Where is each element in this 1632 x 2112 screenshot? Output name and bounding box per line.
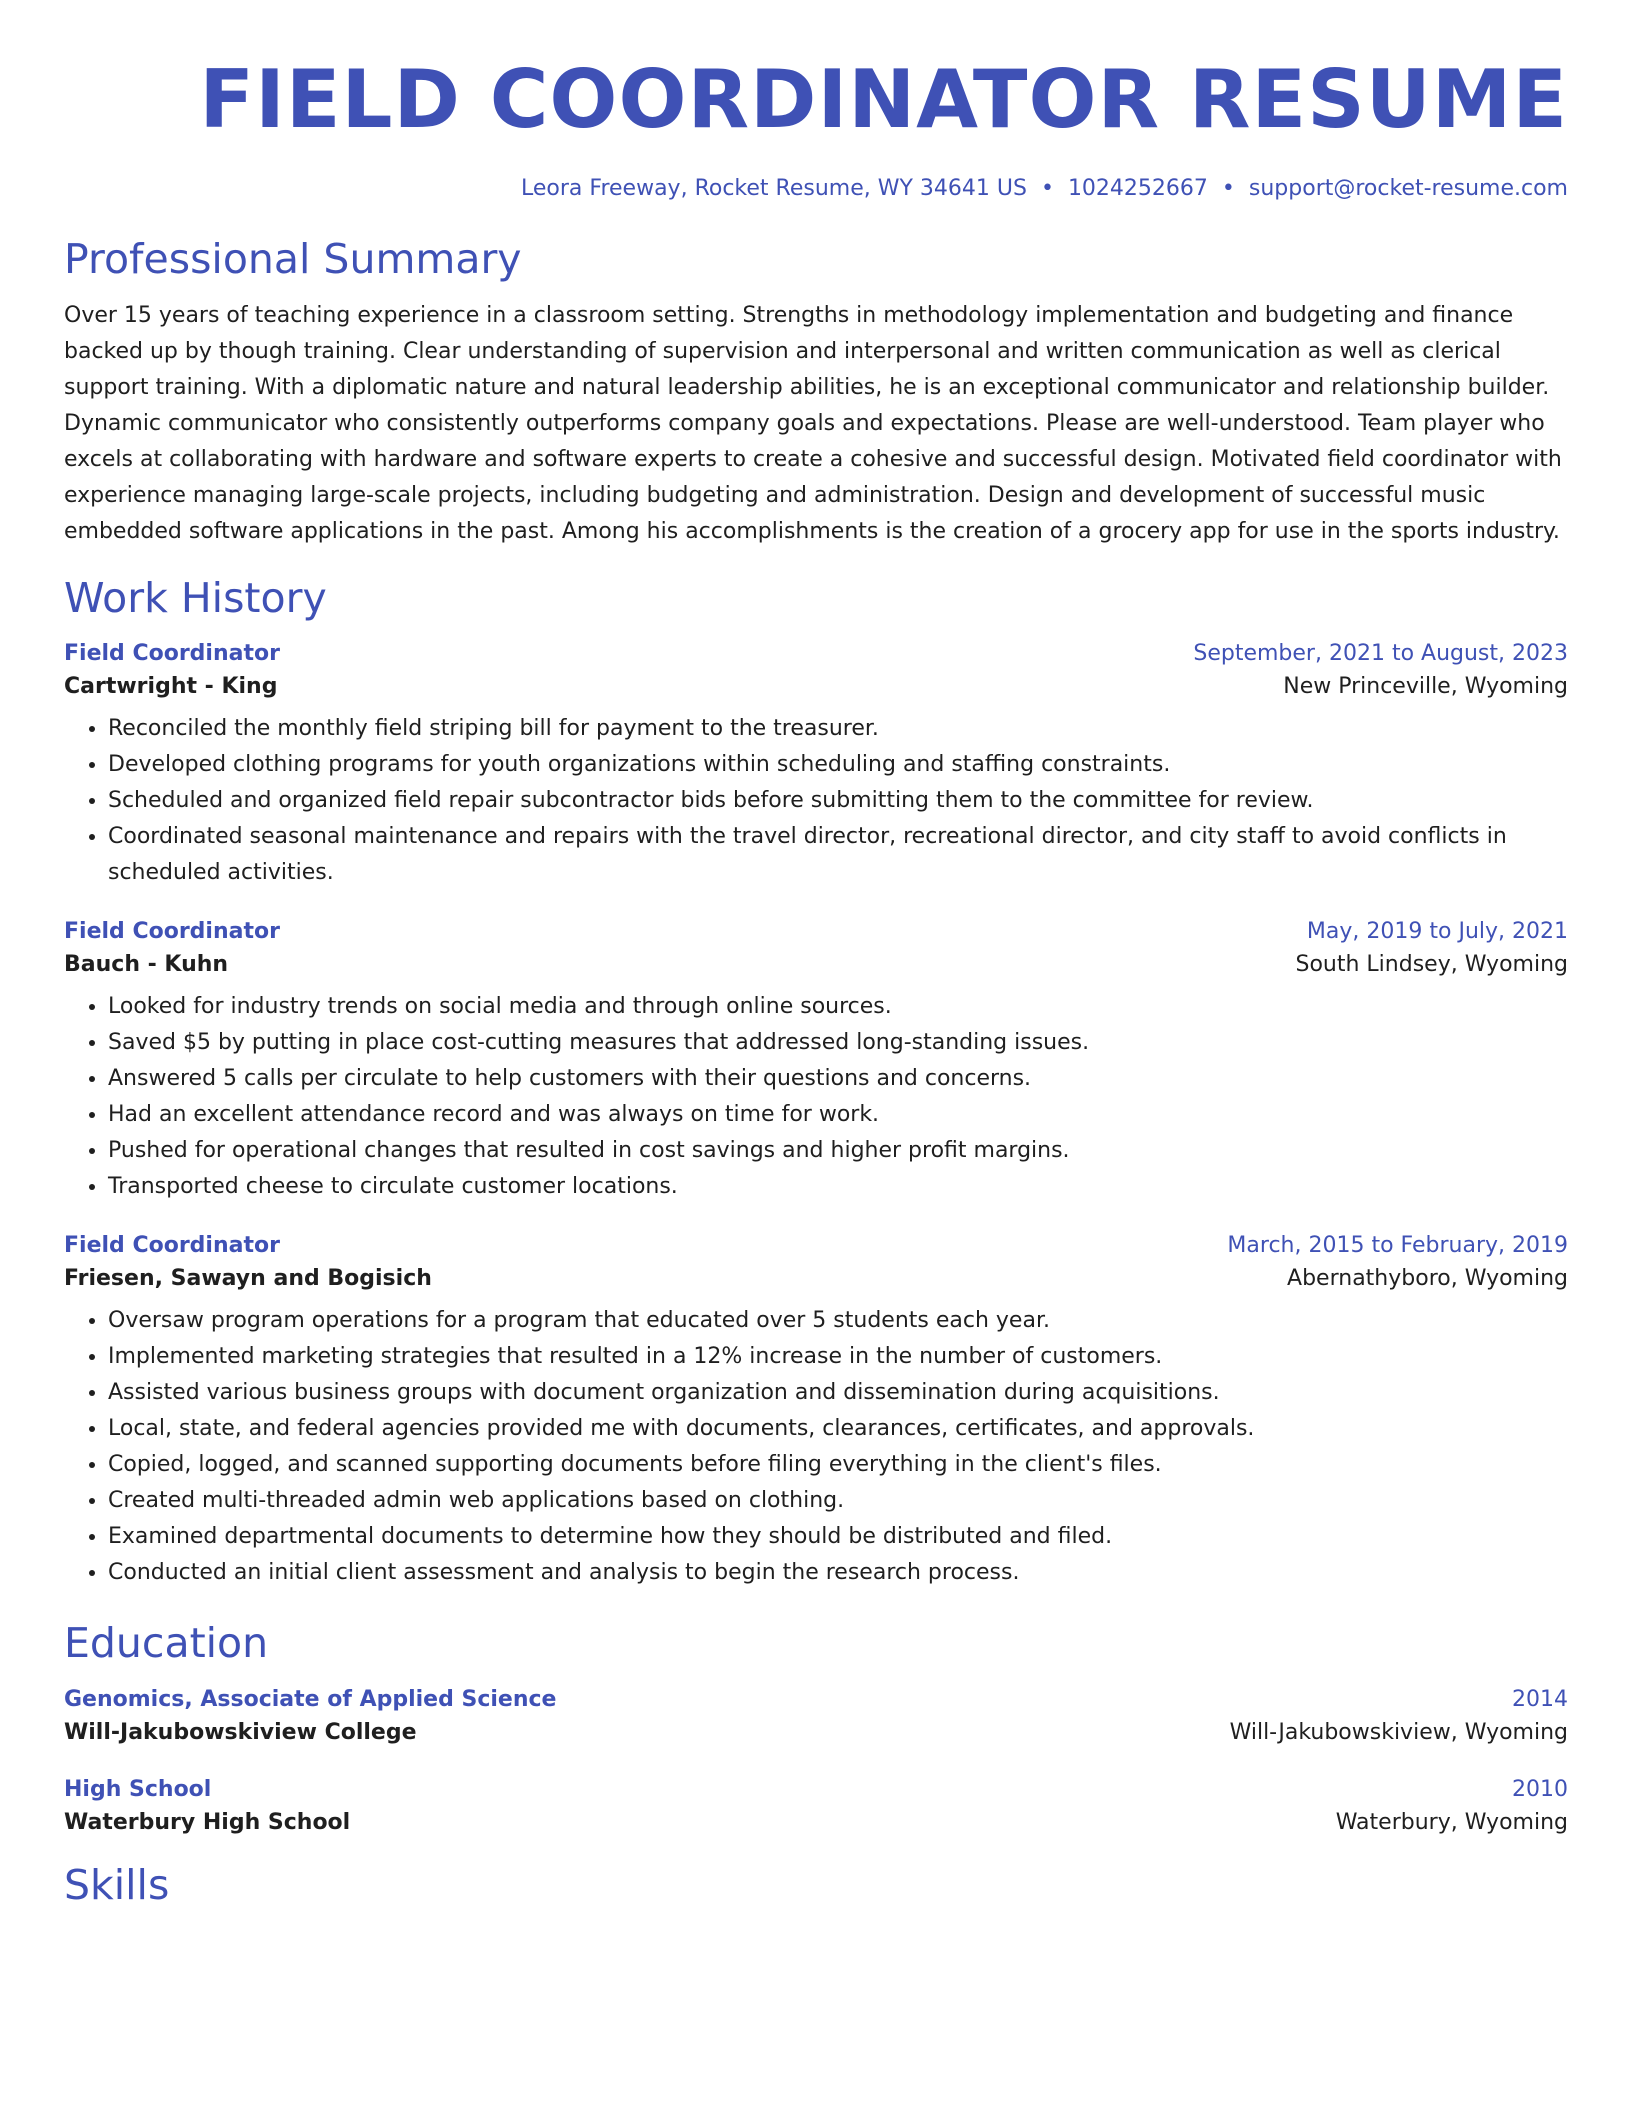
- education-section: [64, 1619, 1568, 1834]
- job-bullet: • Looked for industry trends on social media and through online sources.: [108, 989, 1568, 1025]
- job-bullet: • Created multi-threaded admin web applications based on clothing.: [108, 1483, 1568, 1519]
- job-bullet: • Reconciled the monthly field striping bill for payment to the treasurer.: [108, 711, 1568, 747]
- job-location: South Lindsey, Wyoming: [1295, 952, 1568, 978]
- education-entry: [64, 1687, 1568, 1745]
- job-bullet: • Implemented marketing strategies that resulted in a 12% increase in the number of customers.: [108, 1339, 1568, 1375]
- education-location: Will-Jakubowskiview, Wyoming: [1229, 1719, 1568, 1745]
- skills-section: [64, 1861, 1568, 1910]
- job-bullet: • Coordinated seasonal maintenance and repairs with the travel director, recreational director, and city staff to avoid conflicts in scheduled activities.: [108, 819, 1568, 891]
- resume-title: FIELD COORDINATOR RESUME: [199, 53, 1568, 146]
- work-history-heading: Work History: [64, 574, 327, 623]
- job-entry: [64, 641, 1568, 891]
- skills-heading: Skills: [64, 1860, 170, 1909]
- job-dates: September, 2021 to August, 2023: [1193, 641, 1568, 667]
- job-bullets: [64, 989, 1568, 1205]
- job-bullet: • Answered 5 calls per circulate to help customers with their questions and concerns.: [108, 1061, 1568, 1097]
- job-bullet: • Oversaw program operations for a program that educated over 5 students each year.: [108, 1303, 1568, 1339]
- summary-section: [64, 235, 1568, 550]
- education-school: Waterbury High School: [64, 1809, 351, 1835]
- job-entry: [64, 1233, 1568, 1591]
- job-bullet: • Had an excellent attendance record and was always on time for work.: [108, 1097, 1568, 1133]
- contact-email: support@rocket-resume.com: [1248, 176, 1568, 201]
- job-company: Friesen, Sawayn and Bogisich: [64, 1266, 432, 1292]
- education-year: 2014: [1512, 1686, 1568, 1712]
- job-bullet: • Conducted an initial client assessment and analysis to begin the research process.: [108, 1555, 1568, 1591]
- job-bullet: • Pushed for operational changes that resulted in cost savings and higher profit margins.: [108, 1133, 1568, 1169]
- job-bullets: [64, 711, 1568, 891]
- job-title: Field Coordinator: [64, 1233, 280, 1259]
- summary-heading: Professional Summary: [64, 235, 522, 283]
- job-entry: [64, 919, 1568, 1205]
- job-bullet: • Examined departmental documents to determine how they should be distributed and filed.: [108, 1519, 1568, 1555]
- contact-address: Leora Freeway, Rocket Resume, WY 34641 US: [521, 176, 1027, 201]
- education-school: Will-Jakubowskiview College: [64, 1719, 417, 1745]
- education-year: 2010: [1512, 1776, 1568, 1802]
- job-dates: May, 2019 to July, 2021: [1306, 919, 1568, 945]
- job-title: Field Coordinator: [64, 641, 280, 667]
- job-bullet: • Saved $5 by putting in place cost-cutting measures that addressed long-standing issues.: [108, 1025, 1568, 1061]
- summary-text: Over 15 years of teaching experience in a classroom setting. Strengths in methodology implementation and budgeting and finance backed up by though training. Clear understanding of supervision and interpersonal and written communication as well as clerical support training. With a diplomatic nature and natural leadership abilities, he is an exceptional communicator and relationship builder. Dynamic communicator who consistently outperforms company goals and expectations. Please are well-understood. Team player who excels at collaborating with hardware and software experts to create a cohesive and successful design. Motivated field coordinator with experience managing large-scale projects, including budgeting and administration. Design and development of successful music embedded software applications in the past. Among his accomplishments is the creation of a grocery app for use in the sports industry.: [64, 303, 1562, 545]
- contact-line: [64, 176, 1568, 201]
- job-location: New Princeville, Wyoming: [1283, 674, 1568, 700]
- job-dates: March, 2015 to February, 2019: [1227, 1233, 1568, 1259]
- job-company: Cartwright - King: [64, 674, 278, 700]
- separator-dot: •: [1040, 176, 1054, 201]
- education-degree: High School: [64, 1776, 212, 1802]
- separator-dot: •: [1221, 176, 1235, 201]
- job-bullets: [64, 1303, 1568, 1591]
- job-company: Bauch - Kuhn: [64, 952, 229, 978]
- education-heading: Education: [64, 1619, 269, 1668]
- work-history-section: [64, 574, 1568, 1591]
- job-bullet: • Assisted various business groups with document organization and dissemination during acquisitions.: [108, 1375, 1568, 1411]
- education-location: Waterbury, Wyoming: [1335, 1809, 1568, 1835]
- job-bullet: • Local, state, and federal agencies provided me with documents, clearances, certificates, and approvals.: [108, 1411, 1568, 1447]
- job-bullet: • Developed clothing programs for youth organizations within scheduling and staffing constraints.: [108, 747, 1568, 783]
- education-degree: Genomics, Associate of Applied Science: [64, 1686, 557, 1712]
- job-location: Abernathyboro, Wyoming: [1287, 1266, 1568, 1292]
- job-bullet: • Copied, logged, and scanned supporting documents before filing everything in the client's files.: [108, 1447, 1568, 1483]
- education-entry: [64, 1777, 1568, 1835]
- contact-phone: 1024252667: [1067, 176, 1208, 201]
- job-bullet: • Scheduled and organized field repair subcontractor bids before submitting them to the committee for review.: [108, 783, 1568, 819]
- job-bullet: • Transported cheese to circulate customer locations.: [108, 1169, 1568, 1205]
- job-title: Field Coordinator: [64, 919, 280, 945]
